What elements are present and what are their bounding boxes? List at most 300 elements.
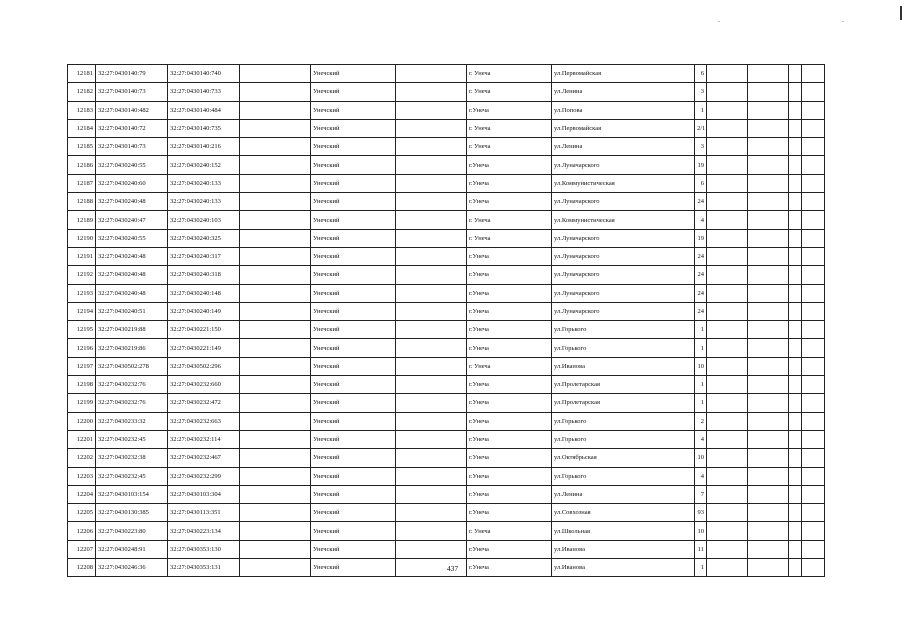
house-number-cell: 6 [695,174,707,192]
city-cell: г.Унеча [467,430,552,448]
empty-cell [396,138,467,156]
row-number-cell: 12181 [68,65,96,83]
empty-cell [396,449,467,467]
empty-cell [396,394,467,412]
district-cell: Унечский [311,174,396,192]
house-number-cell: 93 [695,504,707,522]
district-cell: Унечский [311,559,396,577]
row-number-cell: 12190 [68,229,96,247]
street-cell: ул.Горького [552,430,695,448]
house-number-cell: 19 [695,229,707,247]
city-cell: г.Унеча [467,467,552,485]
object-cadastral-number-cell: 32:27:0430232:660 [168,376,240,394]
row-number-cell: 12187 [68,174,96,192]
cadastral-number-cell: 32:27:0430130:385 [96,504,168,522]
empty-cell [748,229,789,247]
object-cadastral-number-cell: 32:27:0430140:733 [168,83,240,101]
empty-cell [396,211,467,229]
empty-cell [396,284,467,302]
row-number-cell: 12196 [68,339,96,357]
street-cell: ул.Иванова [552,540,695,558]
empty-cell [789,174,802,192]
empty-cell [240,247,311,265]
empty-cell [789,156,802,174]
empty-cell [789,83,802,101]
table-row [68,430,825,448]
house-number-cell: 10 [695,522,707,540]
table-row [68,412,825,430]
cadastral-number-cell: 32:27:0430223:80 [96,522,168,540]
cadastral-number-cell: 32:27:0430240:48 [96,247,168,265]
empty-cell [707,394,748,412]
empty-cell [802,485,825,503]
cadastral-number-cell: 32:27:0430240:55 [96,156,168,174]
empty-cell [789,430,802,448]
street-cell: ул.Ленина [552,138,695,156]
empty-cell [707,156,748,174]
city-cell: г.Унеча [467,412,552,430]
empty-cell [789,284,802,302]
empty-cell [396,412,467,430]
empty-cell [707,321,748,339]
cadastral-number-cell: 32:27:0430232:45 [96,430,168,448]
empty-cell [240,522,311,540]
cadastral-number-cell: 32:27:0430219:86 [96,339,168,357]
row-number-cell: 12199 [68,394,96,412]
street-cell: ул.Горького [552,467,695,485]
empty-cell [789,229,802,247]
table-row [68,321,825,339]
district-cell: Унечский [311,211,396,229]
house-number-cell: 10 [695,357,707,375]
scan-speck [842,21,844,22]
house-number-cell: 4 [695,467,707,485]
city-cell: г. Унеча [467,522,552,540]
empty-cell [240,449,311,467]
city-cell: г. Унеча [467,229,552,247]
cadastral-number-cell: 32:27:0430240:48 [96,193,168,211]
table-row [68,174,825,192]
empty-cell [748,430,789,448]
empty-cell [802,174,825,192]
empty-cell [802,211,825,229]
street-cell: ул.Пролетарская [552,376,695,394]
cadastral-number-cell: 32:27:0430232:76 [96,394,168,412]
empty-cell [802,83,825,101]
empty-cell [396,229,467,247]
house-number-cell: 1 [695,376,707,394]
city-cell: г.Унеча [467,156,552,174]
object-cadastral-number-cell: 32:27:0430240:325 [168,229,240,247]
cadastral-number-cell: 32:27:0430240:55 [96,229,168,247]
empty-cell [748,449,789,467]
empty-cell [707,119,748,137]
table-row [68,449,825,467]
empty-cell [396,467,467,485]
empty-cell [240,357,311,375]
district-cell: Унечский [311,156,396,174]
city-cell: г. Унеча [467,357,552,375]
empty-cell [748,174,789,192]
object-cadastral-number-cell: 32:27:0430140:740 [168,65,240,83]
empty-cell [240,430,311,448]
empty-cell [802,193,825,211]
house-number-cell: 10 [695,449,707,467]
street-cell: ул.Попова [552,101,695,119]
row-number-cell: 12186 [68,156,96,174]
street-cell: ул.Луначарского [552,193,695,211]
house-number-cell: 24 [695,193,707,211]
empty-cell [748,138,789,156]
empty-cell [748,247,789,265]
table-row [68,339,825,357]
empty-cell [707,504,748,522]
table-row [68,211,825,229]
cadastral-number-cell: 32:27:0430246:36 [96,559,168,577]
table-row [68,119,825,137]
street-cell: ул.Луначарского [552,247,695,265]
empty-cell [802,119,825,137]
house-number-cell: 2 [695,412,707,430]
empty-cell [789,449,802,467]
empty-cell [748,504,789,522]
table-row [68,540,825,558]
empty-cell [396,302,467,320]
city-cell: г.Унеча [467,559,552,577]
cadastral-number-cell: 32:27:0430140:72 [96,119,168,137]
empty-cell [789,119,802,137]
empty-cell [396,540,467,558]
empty-cell [396,101,467,119]
cadastral-number-cell: 32:27:0430140:73 [96,83,168,101]
city-cell: г. Унеча [467,119,552,137]
empty-cell [802,430,825,448]
table-row [68,284,825,302]
empty-cell [802,394,825,412]
empty-cell [789,394,802,412]
empty-cell [707,266,748,284]
empty-cell [240,394,311,412]
empty-cell [802,357,825,375]
row-number-cell: 12185 [68,138,96,156]
district-cell: Унечский [311,65,396,83]
empty-cell [789,485,802,503]
empty-cell [707,412,748,430]
object-cadastral-number-cell: 32:27:0430232:663 [168,412,240,430]
object-cadastral-number-cell: 32:27:0430353:131 [168,559,240,577]
street-cell: ул.Ленина [552,485,695,503]
empty-cell [789,321,802,339]
street-cell: ул.Иванова [552,357,695,375]
row-number-cell: 12193 [68,284,96,302]
cadastral-number-cell: 32:27:0430240:48 [96,284,168,302]
district-cell: Унечский [311,430,396,448]
registry-table-body [68,65,825,577]
cadastral-number-cell: 32:27:0430248:91 [96,540,168,558]
empty-cell [240,284,311,302]
street-cell: ул.Коммунистическая [552,211,695,229]
empty-cell [748,540,789,558]
table-row [68,65,825,83]
district-cell: Унечский [311,467,396,485]
empty-cell [240,211,311,229]
empty-cell [240,229,311,247]
row-number-cell: 12198 [68,376,96,394]
empty-cell [748,284,789,302]
cadastral-number-cell: 32:27:0430240:47 [96,211,168,229]
empty-cell [240,65,311,83]
row-number-cell: 12184 [68,119,96,137]
district-cell: Унечский [311,321,396,339]
city-cell: г.Унеча [467,247,552,265]
district-cell: Унечский [311,376,396,394]
empty-cell [789,65,802,83]
empty-cell [396,266,467,284]
table-row [68,467,825,485]
cadastral-number-cell: 32:27:0430140:79 [96,65,168,83]
row-number-cell: 12194 [68,302,96,320]
street-cell: ул.Пролетарская [552,394,695,412]
house-number-cell: 3 [695,83,707,101]
cadastral-number-cell: 32:27:0430240:60 [96,174,168,192]
empty-cell [396,430,467,448]
cadastral-number-cell: 32:27:0430240:51 [96,302,168,320]
object-cadastral-number-cell: 32:27:0430240:103 [168,211,240,229]
object-cadastral-number-cell: 32:27:0430140:735 [168,119,240,137]
empty-cell [789,412,802,430]
district-cell: Унечский [311,119,396,137]
row-number-cell: 12188 [68,193,96,211]
object-cadastral-number-cell: 32:27:0430223:134 [168,522,240,540]
house-number-cell: 24 [695,247,707,265]
empty-cell [802,449,825,467]
row-number-cell: 12207 [68,540,96,558]
empty-cell [396,156,467,174]
empty-cell [748,101,789,119]
empty-cell [396,485,467,503]
empty-cell [789,540,802,558]
district-cell: Унечский [311,193,396,211]
row-number-cell: 12189 [68,211,96,229]
object-cadastral-number-cell: 32:27:0430240:133 [168,174,240,192]
city-cell: г.Унеча [467,174,552,192]
empty-cell [789,504,802,522]
empty-cell [396,504,467,522]
house-number-cell: 11 [695,540,707,558]
street-cell: ул.Горького [552,412,695,430]
city-cell: г.Унеча [467,302,552,320]
empty-cell [789,193,802,211]
house-number-cell: 19 [695,156,707,174]
empty-cell [789,522,802,540]
district-cell: Унечский [311,339,396,357]
empty-cell [748,211,789,229]
cadastral-number-cell: 32:27:0430502:278 [96,357,168,375]
empty-cell [707,376,748,394]
object-cadastral-number-cell: 32:27:0430240:318 [168,266,240,284]
row-number-cell: 12205 [68,504,96,522]
empty-cell [396,522,467,540]
empty-cell [240,193,311,211]
empty-cell [802,467,825,485]
table-row [68,522,825,540]
table-row [68,101,825,119]
house-number-cell: 24 [695,284,707,302]
object-cadastral-number-cell: 32:27:0430240:133 [168,193,240,211]
empty-cell [707,339,748,357]
empty-cell [789,376,802,394]
district-cell: Унечский [311,247,396,265]
house-number-cell: 4 [695,211,707,229]
empty-cell [240,339,311,357]
district-cell: Унечский [311,83,396,101]
empty-cell [707,540,748,558]
empty-cell [789,266,802,284]
house-number-cell: 1 [695,101,707,119]
district-cell: Унечский [311,394,396,412]
house-number-cell: 1 [695,559,707,577]
empty-cell [240,467,311,485]
empty-cell [240,174,311,192]
city-cell: г. Унеча [467,211,552,229]
city-cell: г.Унеча [467,485,552,503]
empty-cell [802,65,825,83]
empty-cell [802,266,825,284]
district-cell: Унечский [311,522,396,540]
city-cell: г.Унеча [467,193,552,211]
street-cell: ул.Луначарского [552,266,695,284]
house-number-cell: 2/1 [695,119,707,137]
empty-cell [707,211,748,229]
empty-cell [802,138,825,156]
cadastral-number-cell: 32:27:0430140:482 [96,101,168,119]
empty-cell [748,65,789,83]
street-cell: ул.Горького [552,339,695,357]
scan-edge-mark [900,6,902,20]
empty-cell [240,83,311,101]
empty-cell [707,65,748,83]
empty-cell [707,357,748,375]
street-cell: ул.Коммунистическая [552,174,695,192]
city-cell: г.Унеча [467,540,552,558]
object-cadastral-number-cell: 32:27:0430240:149 [168,302,240,320]
empty-cell [707,430,748,448]
row-number-cell: 12204 [68,485,96,503]
empty-cell [748,302,789,320]
registry-table [67,64,825,577]
empty-cell [748,357,789,375]
city-cell: г. Унеча [467,83,552,101]
city-cell: г.Унеча [467,339,552,357]
empty-cell [396,339,467,357]
empty-cell [396,174,467,192]
district-cell: Унечский [311,101,396,119]
street-cell: ул.Ленина [552,83,695,101]
empty-cell [802,302,825,320]
empty-cell [789,302,802,320]
district-cell: Унечский [311,504,396,522]
empty-cell [707,247,748,265]
empty-cell [802,522,825,540]
empty-cell [802,229,825,247]
empty-cell [240,376,311,394]
street-cell: ул.Иванова [552,559,695,577]
empty-cell [707,467,748,485]
object-cadastral-number-cell: 32:27:0430240:148 [168,284,240,302]
empty-cell [802,247,825,265]
scan-speck [718,21,720,22]
empty-cell [396,357,467,375]
city-cell: г.Унеча [467,321,552,339]
empty-cell [748,412,789,430]
district-cell: Унечский [311,138,396,156]
district-cell: Унечский [311,357,396,375]
empty-cell [707,229,748,247]
object-cadastral-number-cell: 32:27:0430232:467 [168,449,240,467]
object-cadastral-number-cell: 32:27:0430502:296 [168,357,240,375]
empty-cell [802,339,825,357]
district-cell: Унечский [311,485,396,503]
empty-cell [240,540,311,558]
city-cell: г.Унеча [467,504,552,522]
empty-cell [707,485,748,503]
empty-cell [789,467,802,485]
district-cell: Унечский [311,229,396,247]
empty-cell [789,357,802,375]
cadastral-number-cell: 32:27:0430103:154 [96,485,168,503]
street-cell: ул.Луначарского [552,156,695,174]
empty-cell [240,101,311,119]
district-cell: Унечский [311,412,396,430]
house-number-cell: 7 [695,485,707,503]
empty-cell [396,65,467,83]
empty-cell [802,101,825,119]
table-row [68,156,825,174]
empty-cell [789,247,802,265]
city-cell: г.Унеча [467,449,552,467]
object-cadastral-number-cell: 32:27:0430113:351 [168,504,240,522]
table-row [68,83,825,101]
street-cell: ул.Луначарского [552,302,695,320]
city-cell: г. Унеча [467,65,552,83]
row-number-cell: 12197 [68,357,96,375]
house-number-cell: 6 [695,65,707,83]
empty-cell [240,156,311,174]
table-row [68,376,825,394]
house-number-cell: 4 [695,430,707,448]
district-cell: Унечский [311,284,396,302]
empty-cell [748,156,789,174]
empty-cell [707,193,748,211]
empty-cell [748,485,789,503]
street-cell: ул.Первомайская [552,65,695,83]
empty-cell [396,321,467,339]
object-cadastral-number-cell: 32:27:0430353:130 [168,540,240,558]
district-cell: Унечский [311,540,396,558]
row-number-cell: 12183 [68,101,96,119]
table-row [68,193,825,211]
cadastral-number-cell: 32:27:0430232:38 [96,449,168,467]
empty-cell [802,376,825,394]
row-number-cell: 12203 [68,467,96,485]
object-cadastral-number-cell: 32:27:0430232:114 [168,430,240,448]
empty-cell [707,101,748,119]
empty-cell [748,119,789,137]
object-cadastral-number-cell: 32:27:0430103:304 [168,485,240,503]
object-cadastral-number-cell: 32:27:0430240:317 [168,247,240,265]
empty-cell [802,284,825,302]
city-cell: г.Унеча [467,394,552,412]
